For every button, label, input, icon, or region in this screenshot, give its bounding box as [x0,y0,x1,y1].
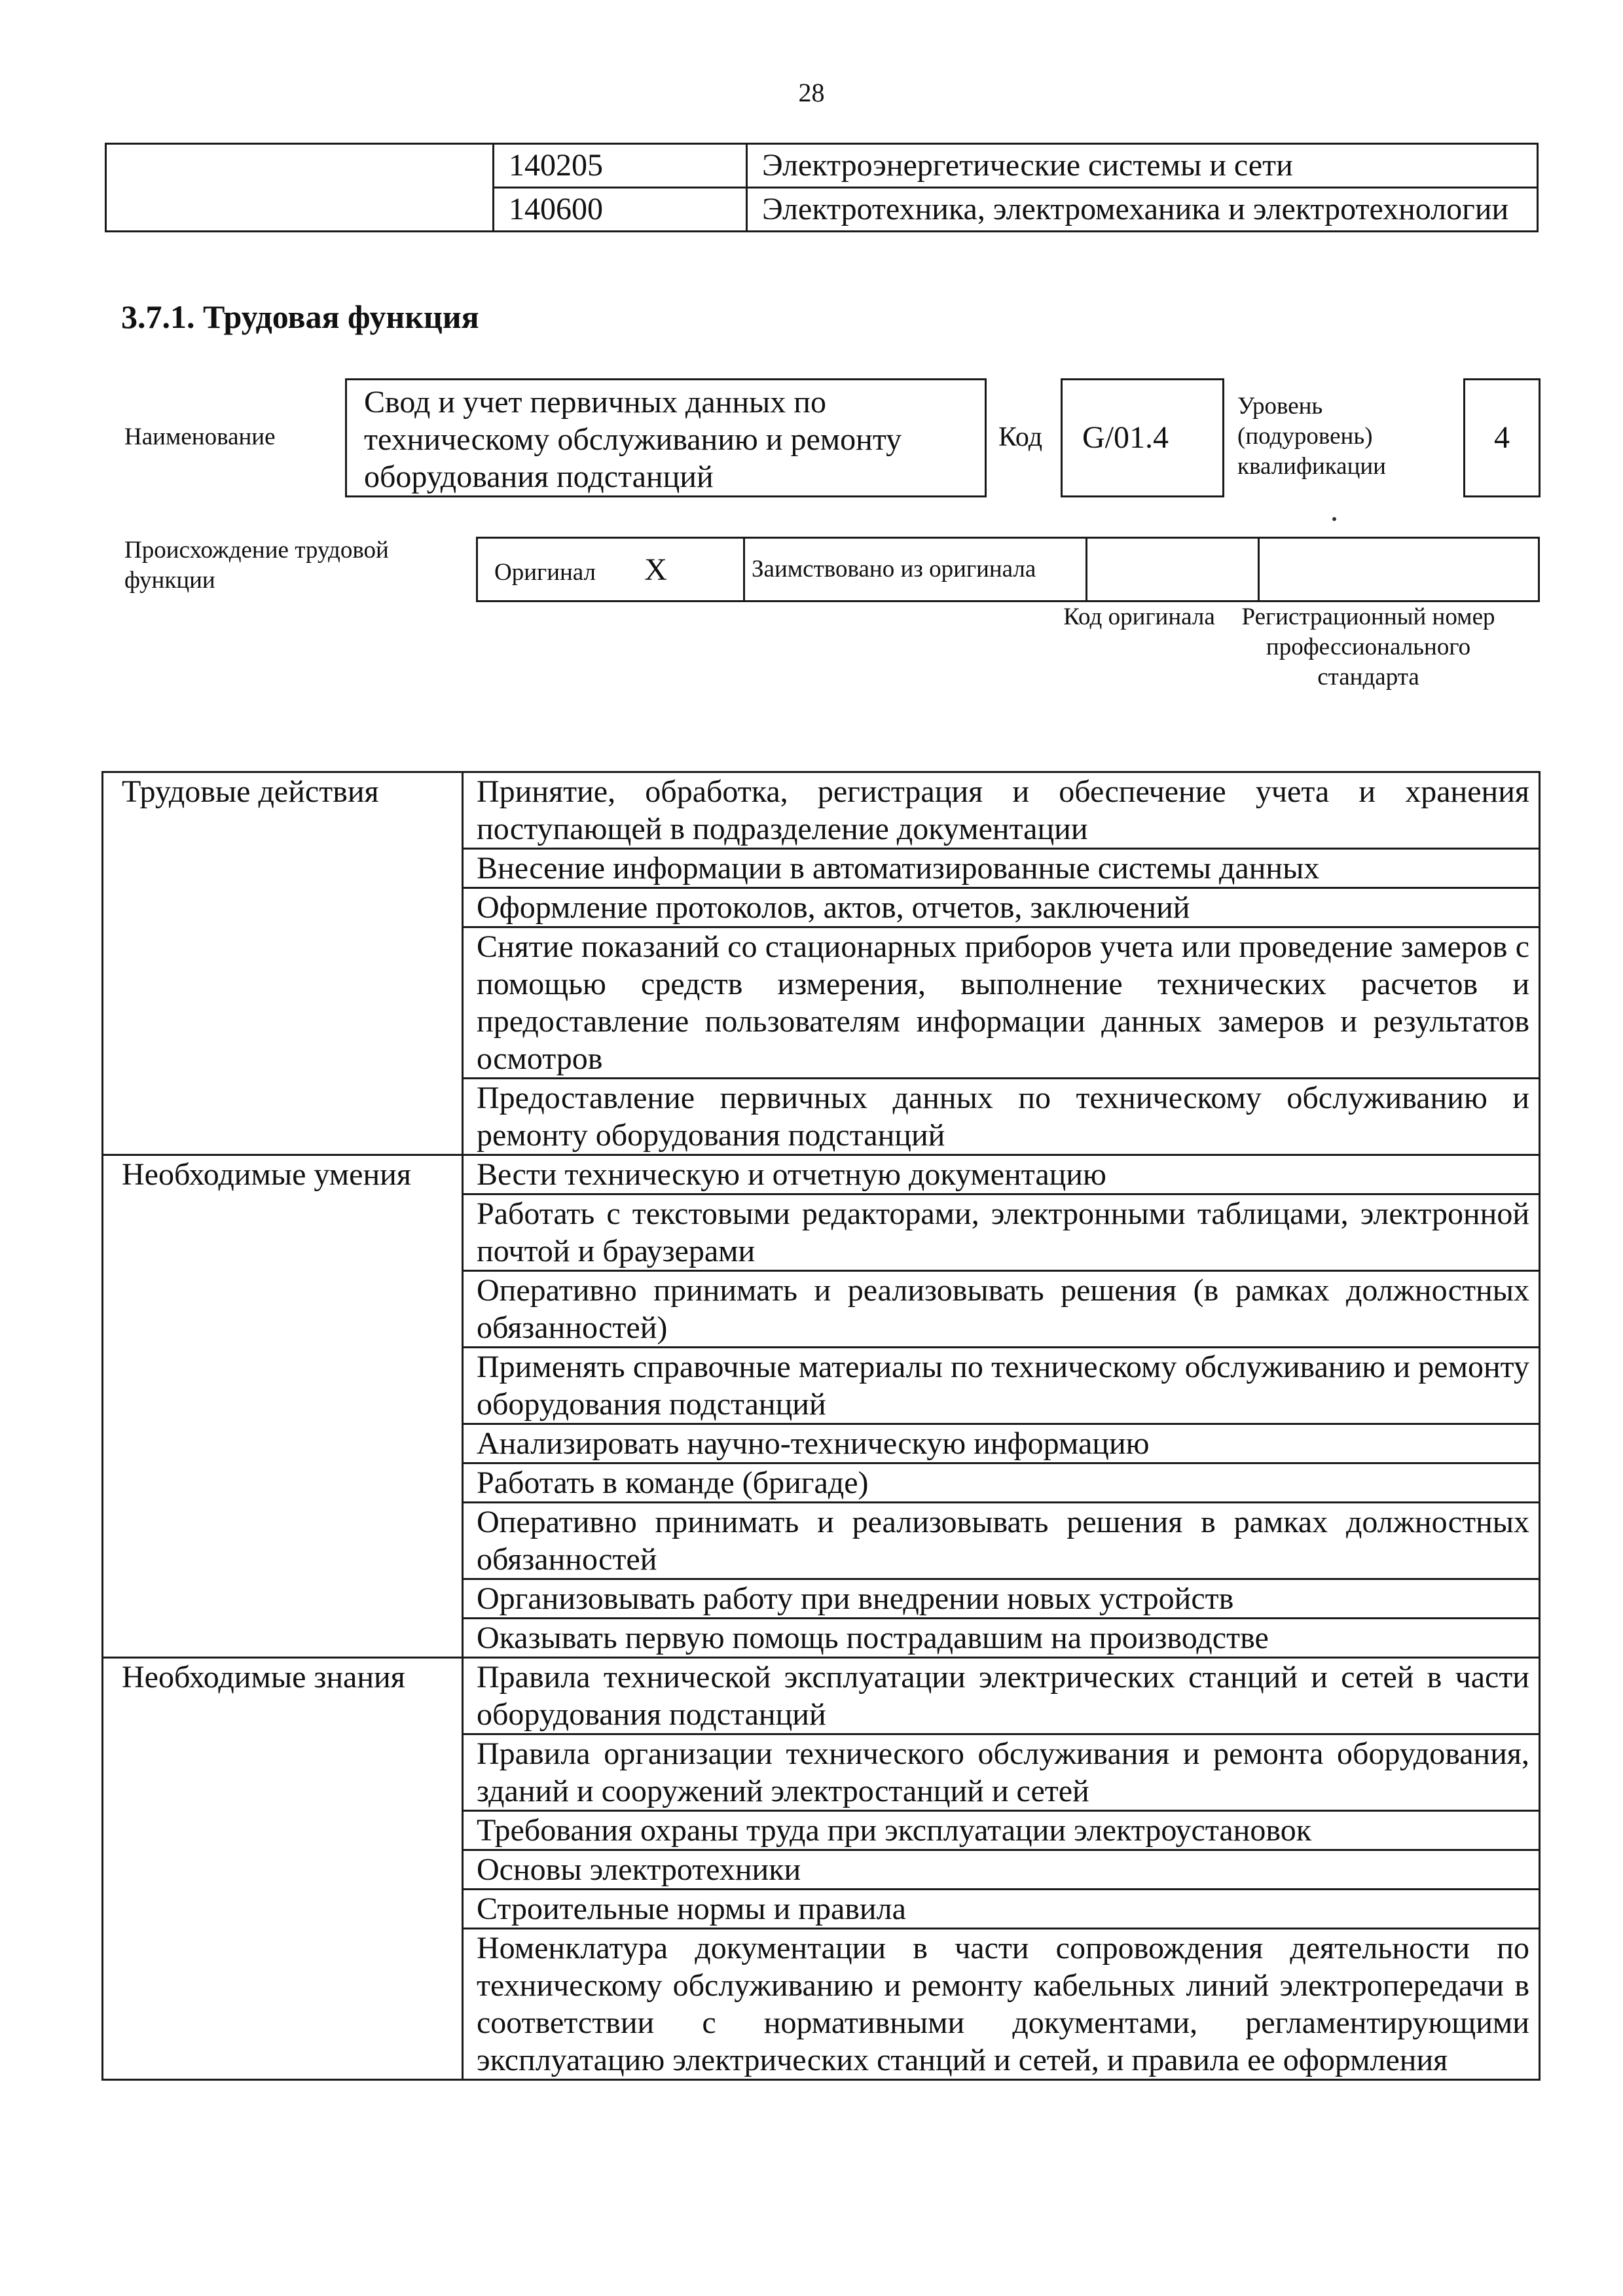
registration-number-cell [1259,538,1539,601]
list-item: Работать в команде (бригаде) [463,1463,1540,1503]
list-item: Требования охраны труда при эксплуатации электроустановок [463,1811,1540,1850]
original-cell [477,538,744,601]
function-details-table [101,771,1541,2081]
list-item: Вести техническую и отчетную документацию [463,1155,1540,1194]
origin-label: Происхождение трудовой функции [124,537,389,594]
section-labor-actions: Трудовые действия [103,772,463,1155]
list-item: Правила организации технического обслуживания и ремонта оборудования, зданий и сооружений электростанций и сетей [463,1734,1540,1811]
original-label: Оригинал [494,558,596,586]
specialty-code: 140205 [494,144,747,188]
list-item: Анализировать научно-техническую информацию [463,1424,1540,1463]
list-item: Работать с текстовыми редакторами, электронными таблицами, электронной почтой и браузерами [463,1194,1540,1271]
list-item: Предоставление первичных данных по техническому обслуживанию и ремонту оборудования подстанций [463,1079,1540,1155]
borrowed-label: Заимствовано из оригинала [744,538,1087,601]
stray-dot [1332,517,1336,521]
table-row [103,772,1540,849]
list-item: Основы электротехники [463,1850,1540,1890]
list-item: Оперативно принимать и реализовывать решения (в рамках должностных обязанностей) [463,1271,1540,1348]
specialty-name: Электротехника, электромеханика и электротехнологии [747,188,1538,232]
registration-number-caption: Регистрационный номер профессионального стандарта [1241,603,1495,691]
table-row [106,144,1538,188]
page-number: 28 [798,78,825,107]
section-required-knowledge: Необходимые знания [103,1658,463,2080]
section-required-skills: Необходимые умения [103,1155,463,1658]
origin-table [476,537,1540,602]
name-label: Наименование [124,423,276,450]
function-code: G/01.4 [1061,378,1224,497]
original-code-cell [1087,538,1259,601]
list-item: Снятие показаний со стационарных приборов учета или проведение замеров с помощью средств измерения, выполнение технических расчетов и предоставление пользователям информации данных замеров и результатов осмотров [463,927,1540,1079]
list-item: Применять справочные материалы по техническому обслуживанию и ремонту оборудования подстанций [463,1348,1540,1424]
list-item: Принятие, обработка, регистрация и обеспечение учета и хранения поступающей в подразделение документации [463,772,1540,849]
list-item: Правила технической эксплуатации электрических станций и сетей в части оборудования подстанций [463,1658,1540,1734]
section-title: 3.7.1. Трудовая функция [121,298,479,335]
list-item: Оперативно принимать и реализовывать решения в рамках должностных обязанностей [463,1503,1540,1579]
specialty-table [105,143,1539,232]
function-name: Свод и учет первичных данных по техническому обслуживанию и ремонту оборудования подстанций [345,378,987,497]
specialty-code: 140600 [494,188,747,232]
code-label: Код [998,422,1043,452]
original-mark: X [644,552,667,587]
list-item: Внесение информации в автоматизированные системы данных [463,849,1540,888]
specialty-name: Электроэнергетические системы и сети [747,144,1538,188]
table-row [477,538,1539,601]
qualification-level: 4 [1463,378,1541,497]
table-row [103,1155,1540,1194]
empty-cell [106,144,494,232]
original-code-caption: Код оригинала [1063,603,1215,630]
list-item: Строительные нормы и правила [463,1890,1540,1929]
list-item: Оформление протоколов, актов, отчетов, заключений [463,888,1540,927]
level-label: Уровень (подуровень) квалификации [1237,393,1386,480]
table-row [103,1658,1540,1734]
list-item: Организовывать работу при внедрении новых устройств [463,1579,1540,1619]
list-item: Номенклатура документации в части сопровождения деятельности по техническому обслуживанию и ремонту кабельных линий электропередачи в соответствии с нормативными документами, регламентирующими эксплуатацию электрических станций и сетей, и правила ее оформления [463,1929,1540,2080]
list-item: Оказывать первую помощь пострадавшим на производстве [463,1619,1540,1658]
